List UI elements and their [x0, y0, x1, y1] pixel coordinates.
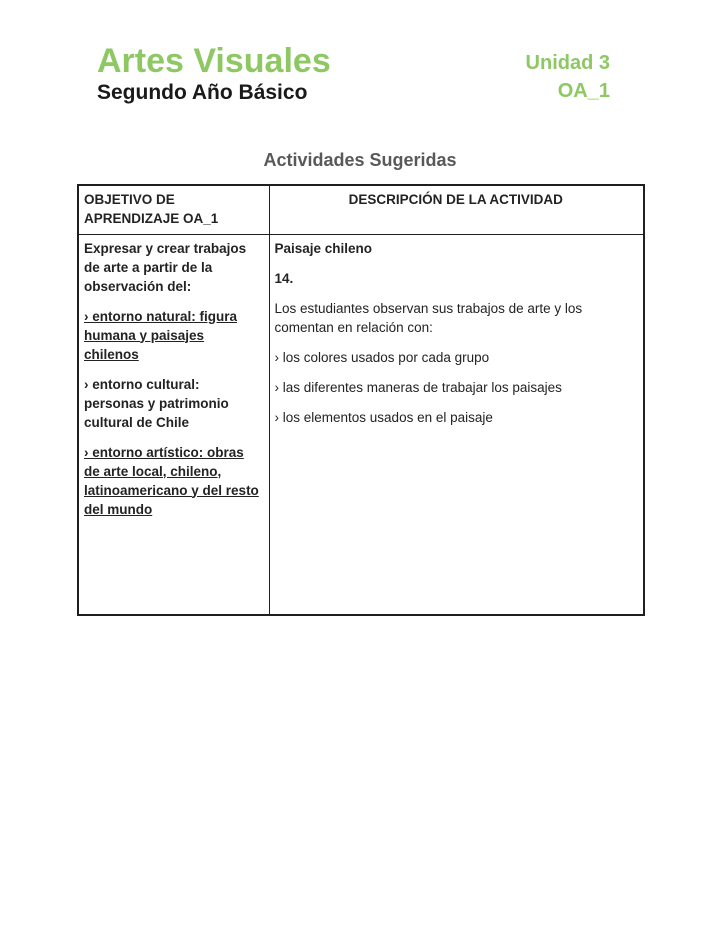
objective-bullet-artistico: › entorno artístico: obras de arte local, chileno, latinoamericano y del resto del mundo [84, 444, 259, 517]
page-title: Artes Visuales [97, 42, 331, 80]
activity-cell [269, 234, 644, 615]
document-header [97, 0, 610, 105]
objective-bullet-cultural: › entorno cultural: personas y patrimonio cultural de Chile [84, 376, 229, 430]
activity-intro: Los estudiantes observan sus trabajos de arte y los comentan en relación con: [274, 300, 583, 335]
objective-cell [78, 234, 269, 615]
activity-bullet-elementos: › los elementos usados en el paisaje [274, 409, 493, 425]
section-title: Actividades Sugeridas [263, 150, 457, 170]
activity-bullet-maneras: › las diferentes maneras de trabajar los paisajes [274, 379, 562, 395]
activities-table [77, 184, 645, 616]
column-header-objective: OBJETIVO DE APRENDIZAJE OA_1 [78, 185, 269, 234]
activities-table-body [78, 234, 644, 615]
header-left [97, 42, 331, 105]
table-body-row [78, 234, 644, 615]
unit-label: Unidad 3 [525, 52, 610, 74]
table-header-row [78, 185, 644, 234]
activity-number: 14. [274, 270, 294, 286]
objective-intro: Expresar y crear trabajos de arte a partir de la observación del: [84, 240, 247, 294]
column-header-description: DESCRIPCIÓN DE LA ACTIVIDAD [269, 185, 644, 234]
activities-table-header [78, 185, 644, 234]
activity-bullet-colores: › los colores usados por cada grupo [274, 349, 490, 365]
header-right [526, 42, 610, 105]
activity-title: Paisaje chileno [274, 240, 373, 256]
page-subtitle: Segundo Año Básico [97, 81, 308, 104]
oa-label: OA_1 [557, 80, 610, 102]
objective-bullet-natural: › entorno natural: figura humana y paisajes chilenos [84, 308, 237, 362]
